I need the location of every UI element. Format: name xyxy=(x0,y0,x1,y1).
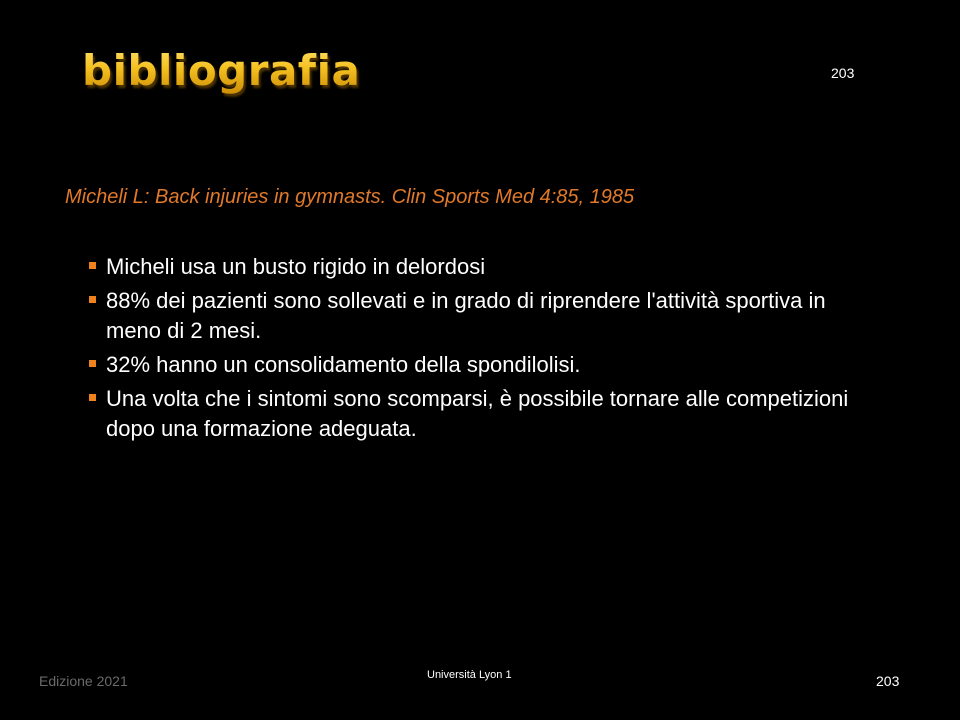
list-item xyxy=(88,252,878,282)
bullet-list xyxy=(88,252,878,448)
footer-university: Università Lyon 1 xyxy=(427,669,512,681)
bullet-text: 32% hanno un consolidamento della spondilolisi. xyxy=(106,352,581,377)
square-bullet-icon xyxy=(89,394,96,401)
square-bullet-icon xyxy=(89,262,96,269)
citation: Micheli L: Back injuries in gymnasts. Clin Sports Med 4:85, 1985 xyxy=(65,186,635,208)
square-bullet-icon xyxy=(89,360,96,367)
page-number-top: 203 xyxy=(831,65,855,81)
bullet-text: Micheli usa un busto rigido in delordosi xyxy=(106,254,486,279)
footer-page-number: 203 xyxy=(876,673,900,689)
list-item xyxy=(88,286,878,346)
list-item xyxy=(88,384,878,444)
footer-edition: Edizione 2021 xyxy=(39,673,128,689)
slide-title: bibliografia xyxy=(82,46,361,95)
square-bullet-icon xyxy=(89,296,96,303)
bullet-text: 88% dei pazienti sono sollevati e in grado di riprendere l'attività sportiva in meno di 2 mesi. xyxy=(106,288,826,343)
list-item xyxy=(88,350,878,380)
bullet-text: Una volta che i sintomi sono scomparsi, è possibile tornare alle competizioni dopo una formazione adeguata. xyxy=(106,386,849,441)
